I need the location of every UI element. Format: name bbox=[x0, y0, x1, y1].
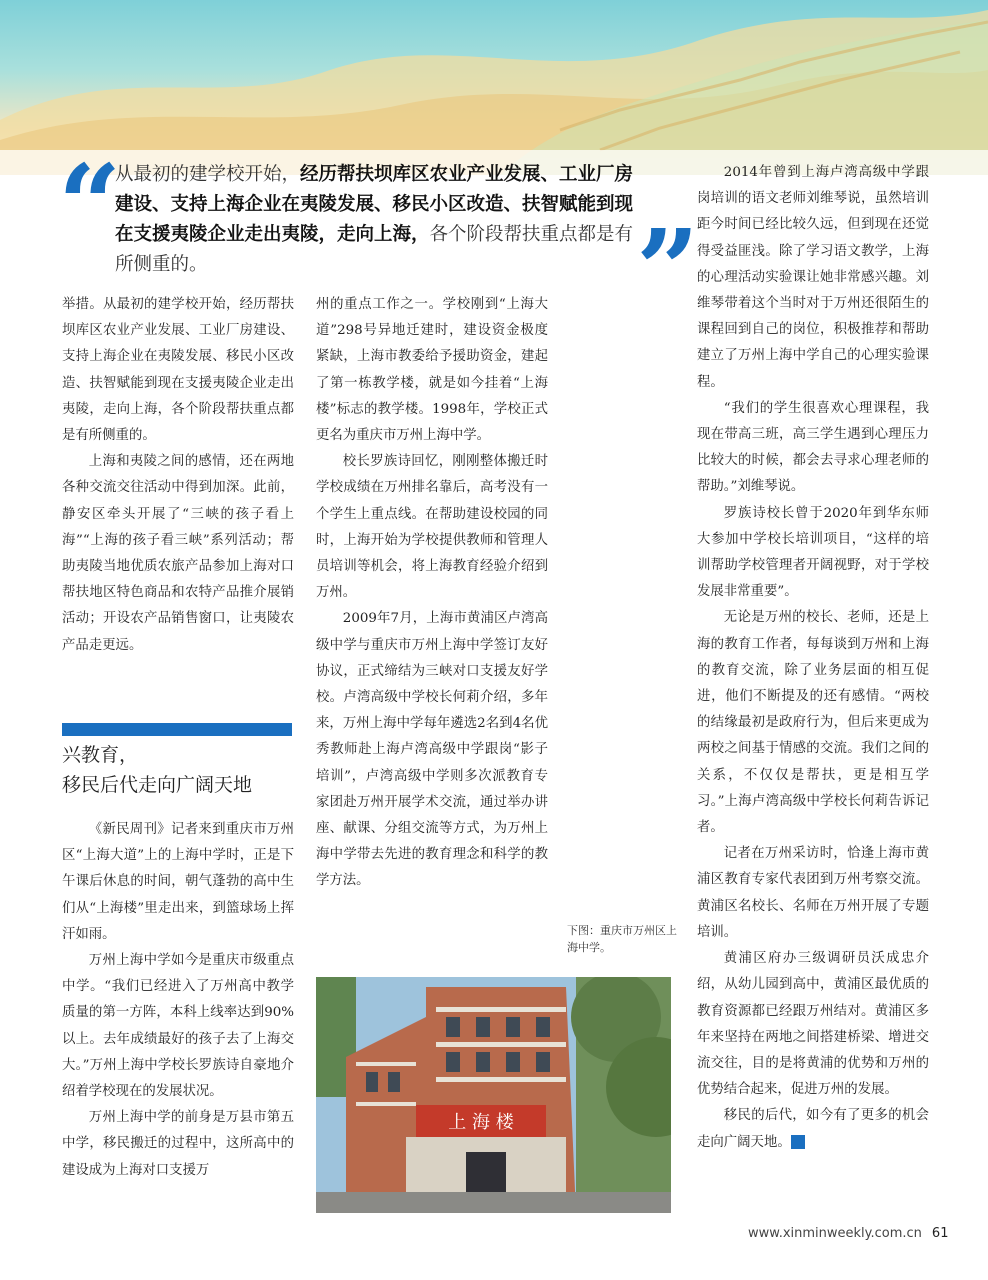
pull-quote-tail: 各个阶段帮扶重点都是有所侧重的。 bbox=[115, 224, 634, 275]
section-title-line-2: 移民后代走向广阔天地 bbox=[62, 774, 253, 796]
school-building-photo bbox=[316, 977, 671, 1213]
paragraph: 上海和夷陵之间的感情，还在两地各种交流交往活动中得到加深。此前，静安区牵头开展了“三峡的孩子看上海”“上海的孩子看三峡”系列活动；帮助夷陵当地优质农旅产品参加上海对口帮扶地区特色商品和农特产品推介展销活动；开设农产品销售窗口，让夷陵农产品走更远。 bbox=[62, 454, 294, 653]
column-2 bbox=[316, 292, 548, 895]
photo-caption: 下图：重庆市万州区上海中学。 bbox=[567, 924, 677, 954]
building-sign-text: 上 海 楼 bbox=[448, 1112, 514, 1133]
pull-quote-bold: 经历帮扶坝库区农业产业发展、工业厂房建设、支持上海企业在夷陵发展、移民小区改造、扶智赋能到现在支援夷陵企业走出夷陵，走向上海， bbox=[115, 164, 634, 245]
paragraph: 《新民周刊》记者来到重庆市万州区“上海大道”上的上海中学时，正是下午课后休息的时间，朝气蓬勃的高中生们从“上海楼”里走出来，到篮球场上挥汗如雨。 bbox=[62, 822, 294, 942]
closing-sentence: 移民的后代，如今有了更多的机会走向广阔天地。 bbox=[697, 1108, 929, 1150]
paragraph: 万州上海中学如今是重庆市级重点中学。“我们已经进入了万州高中教学质量的第一方阵，本科上线率达到90%以上。去年成绩最好的孩子去了上海交大。”万州上海中学校长罗族诗自豪地介绍着学校现在的发展状况。 bbox=[62, 953, 294, 1100]
header-illustration bbox=[0, 0, 988, 175]
column-3 bbox=[697, 160, 929, 1156]
column-1-top bbox=[62, 292, 294, 659]
paragraph: 州的重点工作之一。学校刚到“上海大道”298号异地迁建时，建设资金极度紧缺，上海市教委给予援助资金，建起了第一栋教学楼，就是如今挂着“上海楼”标志的教学楼。1998年，学校正式更名为重庆市万州上海中学。 bbox=[316, 297, 548, 444]
page-number: 61 bbox=[931, 1226, 949, 1241]
pull-quote bbox=[115, 160, 635, 280]
close-quote-mark: ” bbox=[636, 205, 700, 334]
paragraph bbox=[697, 1103, 929, 1155]
paragraph: 2009年7月，上海市黄浦区卢湾高级中学与重庆市万州上海中学签订友好协议，正式缔结为三峡对口支援友好学校。卢湾高级中学校长何莉介绍，多年来，万州上海中学每年遴选2名到4名优秀教师赴上海卢湾高级中学跟岗“影子培训”，卢湾高级中学则多次派教育专家团赴万州开展学术交流，通过举办讲座、献课、分组交流等方式，为万州上海中学带去先进的教育理念和科学的教学方法。 bbox=[316, 611, 548, 889]
footer-url: www.xinminweekly.com.cn bbox=[748, 1226, 922, 1241]
section-title-line-1: 兴教育， bbox=[62, 744, 139, 766]
open-quote-mark: “ bbox=[58, 140, 122, 269]
paragraph: 黄浦区府办三级调研员沃成忠介绍，从幼儿园到高中，黄浦区最优质的教育资源都已经跟万州结对。黄浦区多年来坚持在两地之间搭建桥梁、增进交流交往，目的是将黄浦的优势和万州的优势结合起来，促进万州的发展。 bbox=[697, 951, 929, 1098]
paragraph: 校长罗族诗回忆，刚刚整体搬迁时学校成绩在万州排名靠后，高考没有一个学生上重点线。在帮助建设校园的同时，上海开始为学校提供教师和管理人员培训等机会，将上海教育经验介绍到万州。 bbox=[316, 454, 548, 601]
pull-quote-lead: 从最初的建学校开始， bbox=[115, 164, 301, 185]
paragraph: 举措。从最初的建学校开始，经历帮扶坝库区农业产业发展、工业厂房建设、支持上海企业在夷陵发展、移民小区改造、扶智赋能到现在支援夷陵企业走出夷陵，走向上海，各个阶段帮扶重点都是有所侧重的。 bbox=[62, 297, 294, 444]
paragraph: 2014年曾到上海卢湾高级中学跟岗培训的语文老师刘维琴说，虽然培训距今时间已经比较久远，但到现在还觉得受益匪浅。除了学习语文教学，上海的心理活动实验课让她非常感兴趣。刘维琴带着这个当时对于万州还很陌生的课程回到自己的岗位，积极推荐和帮助建立了万州上海中学自己的心理实验课程。 bbox=[697, 165, 929, 390]
paragraph: 万州上海中学的前身是万县市第五中学，移民搬迁的过程中，这所高中的建设成为上海对口支援万 bbox=[62, 1110, 294, 1178]
paragraph: “我们的学生很喜欢心理课程，我现在带高三班，高三学生遇到心理压力比较大的时候，都会去寻求心理老师的帮助。”刘维琴说。 bbox=[697, 400, 929, 495]
end-mark-icon: 民 bbox=[791, 1135, 805, 1149]
paragraph: 无论是万州的校长、老师，还是上海的教育工作者，每每谈到万州和上海的教育交流，除了业务层面的相互促进，他们不断提及的还有感情。“两校的结缘最初是政府行为，但后来更成为两校之间基于情感的交流。我们之间的关系，不仅仅是帮扶，更是相互学习。”上海卢湾高级中学校长何莉告诉记者。 bbox=[697, 610, 929, 836]
page-footer bbox=[748, 1226, 948, 1241]
column-1-bottom bbox=[62, 817, 294, 1184]
paragraph: 罗族诗校长曾于2020年到华东师大参加中学校长培训项目，“这样的培训帮助学校管理者开阔视野，对于学校发展非常重要”。 bbox=[697, 505, 929, 600]
section-title bbox=[62, 740, 294, 800]
section-divider-bar bbox=[62, 723, 292, 736]
paragraph: 记者在万州采访时，恰逢上海市黄浦区教育专家代表团到万州考察交流。黄浦区名校长、名师在万州开展了专题培训。 bbox=[697, 846, 929, 940]
